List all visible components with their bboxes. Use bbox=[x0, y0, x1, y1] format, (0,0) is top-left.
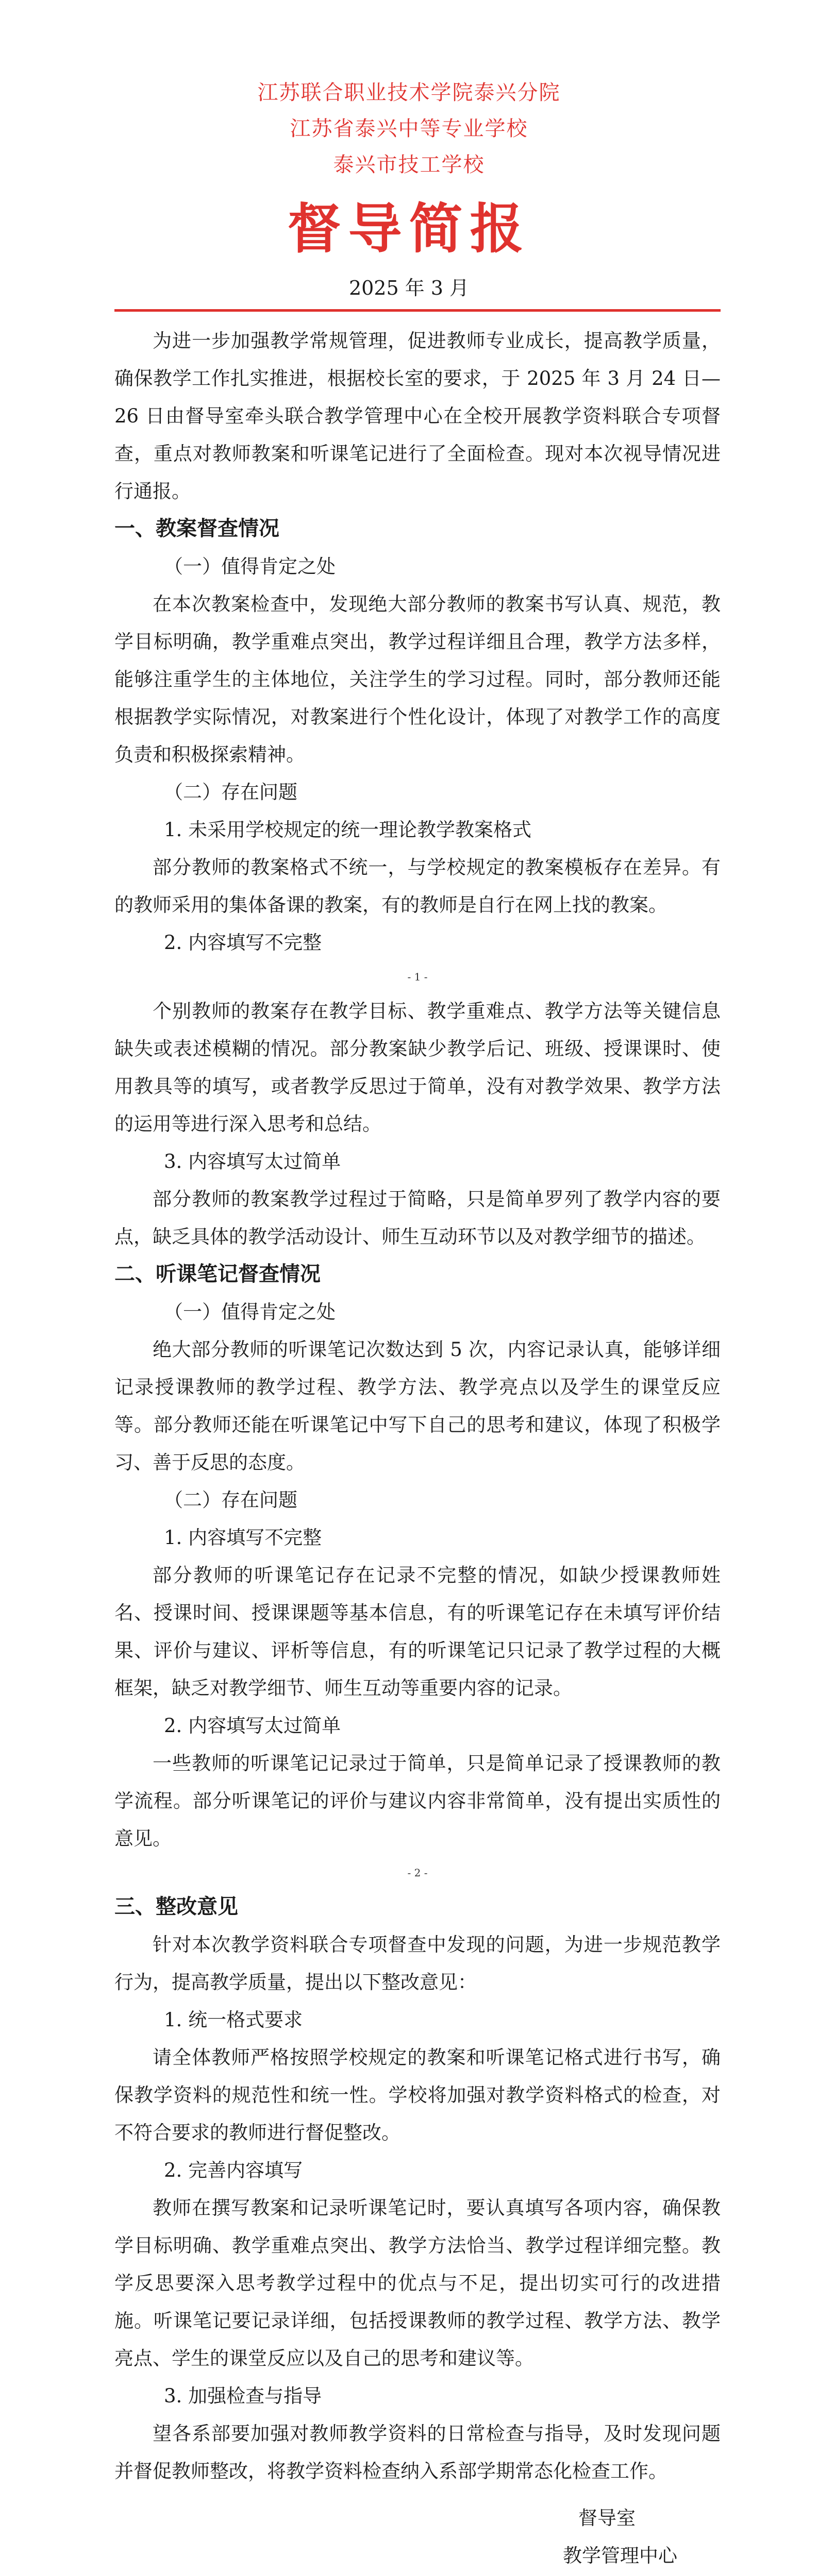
paragraph: 望各系部要加强对教师教学资料的日常检查与指导，及时发现问题并督促教师整改，将教学资料检查纳入系部学期常态化检查工作。 bbox=[114, 2422, 721, 2482]
signature-center: 教学管理中心 bbox=[563, 2545, 677, 2567]
spacer bbox=[114, 2490, 721, 2499]
subsection-heading: （二）存在问题 bbox=[164, 781, 297, 803]
list-item-heading: 1. 内容填写不完整 bbox=[164, 1527, 322, 1549]
section-heading: 二、听课笔记督查情况 bbox=[114, 1262, 321, 1286]
header-red-line bbox=[114, 309, 721, 312]
list-item-heading: 2. 完善内容填写 bbox=[164, 2159, 303, 2181]
paragraph: 在本次教案检查中，发现绝大部分教师的教案书写认真、规范，教学目标明确，教学重难点突出，教学过程详细且合理，教学方法多样，能够注重学生的主体地位，关注学生的学习过程。同时，部分教师还能根据教学实际情况，对教案进行个性化设计，体现了对教学工作的高度负责和积极探索精神。 bbox=[114, 593, 721, 766]
list-item-heading: 2. 内容填写不完整 bbox=[164, 931, 322, 954]
institution-name-1: 江苏联合职业技术学院泰兴分院 bbox=[257, 81, 561, 105]
list-item-heading: 2. 内容填写太过简单 bbox=[164, 1715, 341, 1737]
paragraph: 绝大部分教师的听课笔记次数达到 5 次，内容记录认真，能够详细记录授课教师的教学过程、教学方法、教学亮点以及学生的课堂反应等。部分教师还能在听课笔记中写下自己的思考和建议，体现了积极学习、善于反思的态度。 bbox=[114, 1338, 721, 1473]
section-heading: 三、整改意见 bbox=[114, 1895, 238, 1919]
paragraph: 一些教师的听课笔记记录过于简单，只是简单记录了授课教师的教学流程。部分听课笔记的评价与建议内容非常简单，没有提出实质性的意见。 bbox=[114, 1752, 721, 1850]
page-number: - 1 - bbox=[407, 971, 428, 983]
signature-office: 督导室 bbox=[578, 2507, 636, 2529]
intro-paragraph: 为进一步加强教学常规管理，促进教师专业成长，提高教学质量，确保教学工作扎实推进，根据校长室的要求，于 2025 年 3 月 24 日—26 日由督导室牵头联合教学管理中心在全校开展教学资料联合专项督查，重点对教师教案和听课笔记进行了全面检查。现对本次视导情况进行通报。 bbox=[114, 330, 721, 502]
paragraph: 教师在撰写教案和记录听课笔记时，要认真填写各项内容，确保教学目标明确、教学重难点突出、教学方法恰当、教学过程详细完整。教学反思要深入思考教学过程中的优点与不足，提出切实可行的改进措施。听课笔记要记录详细，包括授课教师的教学过程、教学方法、教学亮点、学生的课堂反应以及自己的思考和建议等。 bbox=[114, 2197, 721, 2369]
paragraph: 个别教师的教案存在教学目标、教学重难点、教学方法等关键信息缺失或表述模糊的情况。部分教案缺少教学后记、班级、授课课时、使用教具等的填写，或者教学反思过于简单，没有对教学效果、教学方法的运用等进行深入思考和总结。 bbox=[114, 1000, 721, 1135]
paragraph: 请全体教师严格按照学校规定的教案和听课笔记格式进行书写，确保教学资料的规范性和统一性。学校将加强对教学资料格式的检查，对不符合要求的教师进行督促整改。 bbox=[114, 2046, 721, 2144]
paragraph: 部分教师的听课笔记存在记录不完整的情况，如缺少授课教师姓名、授课时间、授课课题等基本信息，有的听课笔记存在未填写评价结果、评价与建议、评析等信息，有的听课笔记只记录了教学过程的大概框架，缺乏对教学细节、师生互动等重要内容的记录。 bbox=[114, 1564, 721, 1699]
list-item-heading: 1. 统一格式要求 bbox=[164, 2009, 303, 2031]
list-item-heading: 3. 内容填写太过简单 bbox=[164, 1150, 341, 1173]
institution-name-3: 泰兴市技工学校 bbox=[333, 153, 485, 177]
list-item-heading: 1. 未采用学校规定的统一理论教学教案格式 bbox=[164, 819, 532, 841]
bulletin-body bbox=[114, 322, 721, 2576]
subsection-heading: （一）值得肯定之处 bbox=[164, 1301, 336, 1323]
paragraph: 部分教师的教案教学过程过于简略，只是简单罗列了教学内容的要点，缺乏具体的教学活动设计、师生互动环节以及对教学细节的描述。 bbox=[114, 1188, 721, 1248]
subsection-heading: （二）存在问题 bbox=[164, 1489, 297, 1511]
subsection-heading: （一）值得肯定之处 bbox=[164, 555, 336, 578]
bulletin-title: 督导简报 bbox=[287, 197, 531, 260]
bulletin-date: 2025 年 3 月 bbox=[348, 277, 470, 299]
page-number: - 2 - bbox=[407, 1867, 428, 1879]
paragraph: 部分教师的教案格式不统一，与学校规定的教案模板存在差异。有的教师采用的集体备课的教案，有的教师是自行在网上找的教案。 bbox=[114, 856, 721, 916]
list-item-heading: 3. 加强检查与指导 bbox=[164, 2385, 322, 2407]
paragraph: 针对本次教学资料联合专项督查中发现的问题，为进一步规范教学行为，提高教学质量，提出以下整改意见： bbox=[114, 1934, 721, 1993]
institution-name-2: 江苏省泰兴中等专业学校 bbox=[290, 117, 528, 141]
section-heading: 一、教案督查情况 bbox=[114, 517, 279, 540]
